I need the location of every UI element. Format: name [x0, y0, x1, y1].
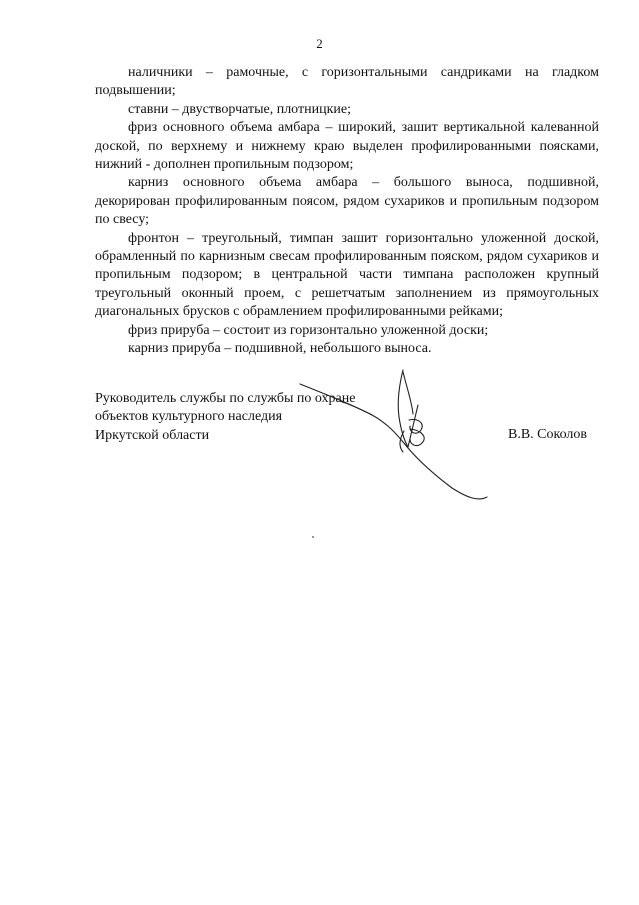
- paragraph-friz-priruba: фриз прируба – состоит из горизонтально уложенной доски;: [128, 322, 489, 338]
- paragraph-karniz-osnovnogo: карниз основного объема амбара – большого выноса, подшивной, декорирован профилированным поясом, рядом сухариков и пропильным подзором по свесу;: [95, 175, 599, 228]
- signatory-title-line: Руководитель службы по службы по охране: [95, 391, 356, 406]
- paragraph-friz-osnovnogo: фриз основного объема амбара – широкий, зашит вертикальной калеванной доской, по верхнему и нижнему краю выделен профилированными поясками, нижний - дополнен пропильным подзором;: [95, 120, 599, 173]
- signer-name: В.В. Соколов: [508, 427, 588, 442]
- signatory-title-line: Иркутской области: [95, 427, 210, 443]
- paragraph-fronton: фронтон – треугольный, тимпан зашит горизонтально уложенной доской, обрамленный по карнизным свесам профилированным пояском, рядом сухариков и пропильным подзором; в центральной части тимпана расположен крупный треугольный оконный проем, с решетчатым заполнением из прямоугольных диагональных брусков с обрамлением профилированными рейками;: [95, 230, 599, 320]
- page-number: 2: [316, 36, 323, 51]
- paragraph-nalichniki: наличники – рамочные, с горизонтальными сандриками на гладком подвышении;: [95, 65, 599, 99]
- scan-speck: [312, 536, 314, 538]
- paragraph-stavni: ставни – двустворчатые, плотницкие;: [128, 101, 351, 117]
- paragraph-karniz-priruba: карниз прируба – подшивной, небольшого выноса.: [128, 341, 432, 357]
- signatory-title-line: объектов культурного наследия: [95, 409, 283, 425]
